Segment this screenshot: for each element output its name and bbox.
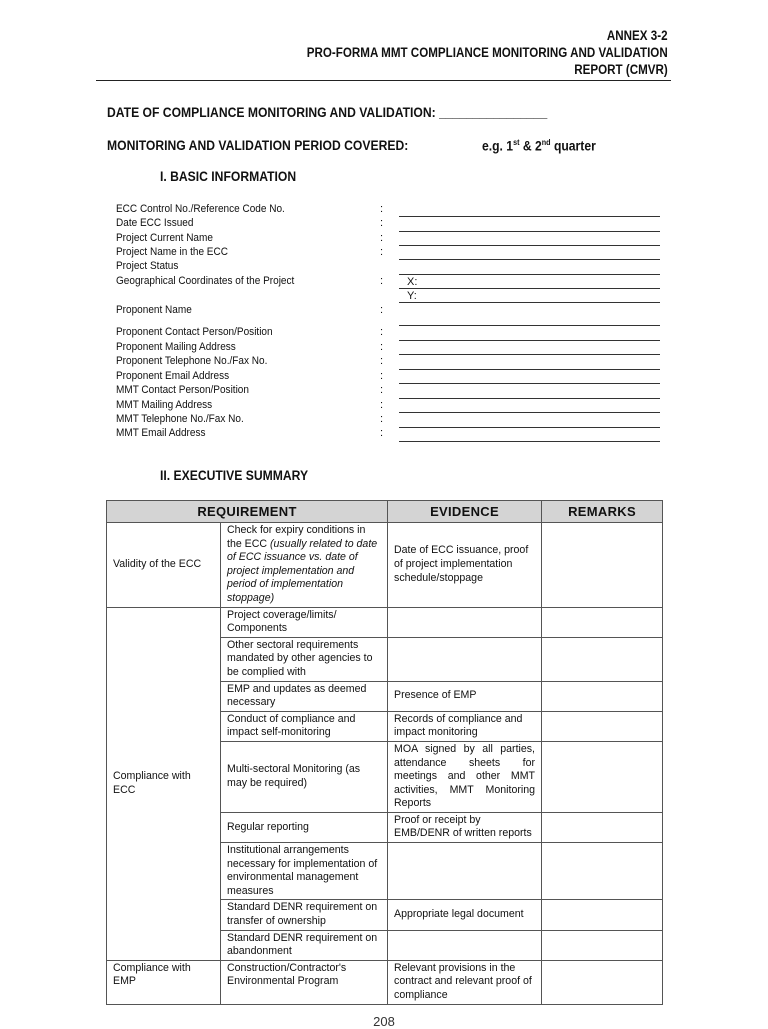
compliance-with-emp-cell: Compliance with EMP <box>107 960 221 1004</box>
requirement-cell: Other sectoral requirements mandated by other agencies to be complied with <box>221 637 388 681</box>
section-executive-summary-title: II. EXECUTIVE SUMMARY <box>160 468 309 483</box>
mmt-mailing-field-line[interactable] <box>399 412 660 413</box>
date-ecc-field-line[interactable] <box>399 231 660 232</box>
requirement-cell: Multi-sectoral Monitoring (as may be required) <box>221 741 388 812</box>
geographical-coordinates-label: Geographical Coordinates of the Project <box>116 275 295 287</box>
project-status-field-line[interactable] <box>399 274 660 275</box>
project-name-ecc-field-line[interactable] <box>399 259 660 260</box>
evidence-cell <box>388 930 542 960</box>
proponent-email-label: Proponent Email Address <box>116 370 230 382</box>
evidence-cell <box>388 843 542 900</box>
project-current-name-field-line[interactable] <box>399 245 660 246</box>
proponent-telephone-label: Proponent Telephone No./Fax No. <box>116 355 268 367</box>
requirement-cell: Check for expiry conditions in the ECC (usually related to date of ECC issuance vs. date of project implementation and period of implementation stoppage) <box>221 523 388 608</box>
proponent-contact-label: Proponent Contact Person/Position <box>116 326 273 338</box>
header-remarks: REMARKS <box>542 501 663 523</box>
remarks-cell[interactable] <box>542 741 663 812</box>
coordinate-x-field-line[interactable] <box>399 288 660 289</box>
table-header-row <box>107 501 663 523</box>
ecc-control-field-line[interactable] <box>399 216 660 217</box>
colon: : <box>380 304 384 316</box>
evidence-cell: Appropriate legal document <box>388 900 542 930</box>
mmt-telephone-label: MMT Telephone No./Fax No. <box>116 413 244 425</box>
colon: : <box>380 232 384 244</box>
evidence-cell: MOA signed by all parties, attendance sheets for meetings and other MMT activities, MMT Monitoring Reports <box>388 741 542 812</box>
coordinate-y-label: Y: <box>407 290 417 302</box>
mmt-telephone-field-line[interactable] <box>399 427 660 428</box>
requirement-cell: Conduct of compliance and impact self-monitoring <box>221 711 388 741</box>
evidence-cell: Proof or receipt by EMB/DENR of written reports <box>388 812 542 842</box>
requirement-cell: Institutional arrangements necessary for implementation of environmental management measures <box>221 843 388 900</box>
ecc-control-label: ECC Control No./Reference Code No. <box>116 203 285 215</box>
project-name-ecc-label: Project Name in the ECC <box>116 246 228 258</box>
colon: : <box>380 203 384 215</box>
coordinate-x-label: X: <box>407 276 418 288</box>
compliance-with-ecc-cell: Compliance with ECC <box>107 607 221 960</box>
remarks-cell[interactable] <box>542 812 663 842</box>
period-covered-label: MONITORING AND VALIDATION PERIOD COVERED: <box>107 138 409 153</box>
annex-label: ANNEX 3-2 <box>607 28 668 43</box>
report-title-line2: REPORT (CMVR) <box>574 62 668 77</box>
colon: : <box>380 370 384 382</box>
evidence-cell: Records of compliance and impact monitoring <box>388 711 542 741</box>
colon: : <box>380 246 384 258</box>
header-evidence: EVIDENCE <box>388 501 542 523</box>
requirement-cell: Standard DENR requirement on transfer of ownership <box>221 900 388 930</box>
project-current-name-label: Project Current Name <box>116 232 213 244</box>
requirement-cell: Regular reporting <box>221 812 388 842</box>
colon: : <box>380 355 384 367</box>
date-ecc-issued-label: Date ECC Issued <box>116 217 194 229</box>
colon: : <box>380 326 384 338</box>
colon: : <box>380 427 384 439</box>
mmt-mailing-label: MMT Mailing Address <box>116 399 213 411</box>
colon: : <box>380 341 384 353</box>
remarks-cell[interactable] <box>542 711 663 741</box>
executive-summary-table <box>106 500 663 1005</box>
period-example: e.g. 1st & 2nd quarter <box>482 138 596 154</box>
table-row <box>107 960 663 1004</box>
evidence-cell <box>388 637 542 681</box>
remarks-cell[interactable] <box>542 637 663 681</box>
remarks-cell[interactable] <box>542 681 663 711</box>
remarks-cell[interactable] <box>542 960 663 1004</box>
mmt-email-label: MMT Email Address <box>116 427 206 439</box>
requirement-cell: Construction/Contractor's Environmental Program <box>221 960 388 1004</box>
proponent-email-field-line[interactable] <box>399 383 660 384</box>
colon: : <box>380 399 384 411</box>
evidence-cell: Date of ECC issuance, proof of project implementation schedule/stoppage <box>388 523 542 608</box>
evidence-cell: Relevant provisions in the contract and relevant proof of compliance <box>388 960 542 1004</box>
proponent-telephone-field-line[interactable] <box>399 369 660 370</box>
table-row <box>107 607 663 637</box>
table-row <box>107 523 663 608</box>
colon: : <box>380 217 384 229</box>
mmt-contact-label: MMT Contact Person/Position <box>116 384 249 396</box>
colon: : <box>380 275 384 287</box>
remarks-cell[interactable] <box>542 607 663 637</box>
proponent-contact-field-line[interactable] <box>399 340 660 341</box>
proponent-mailing-label: Proponent Mailing Address <box>116 341 236 353</box>
requirement-cell: Standard DENR requirement on abandonment <box>221 930 388 960</box>
requirement-cell: Project coverage/limits/ Components <box>221 607 388 637</box>
header-requirement: REQUIREMENT <box>107 501 388 523</box>
evidence-cell: Presence of EMP <box>388 681 542 711</box>
proponent-name-label: Proponent Name <box>116 304 192 316</box>
remarks-cell[interactable] <box>542 900 663 930</box>
date-of-monitoring-label: DATE OF COMPLIANCE MONITORING AND VALIDATION: ________________ <box>107 105 548 120</box>
page-number: 208 <box>373 1014 395 1029</box>
evidence-cell <box>388 607 542 637</box>
section-basic-information-title: I. BASIC INFORMATION <box>160 169 297 184</box>
mmt-email-field-line[interactable] <box>399 441 660 442</box>
colon: : <box>380 413 384 425</box>
mmt-contact-field-line[interactable] <box>399 398 660 399</box>
remarks-cell[interactable] <box>542 523 663 608</box>
validity-of-ecc-cell: Validity of the ECC <box>107 523 221 608</box>
coordinate-y-field-line[interactable] <box>399 302 660 303</box>
remarks-cell[interactable] <box>542 843 663 900</box>
colon: : <box>380 384 384 396</box>
remarks-cell[interactable] <box>542 930 663 960</box>
header-rule <box>96 80 671 81</box>
report-title-line1: PRO-FORMA MMT COMPLIANCE MONITORING AND VALIDATION <box>307 45 668 60</box>
requirement-cell: EMP and updates as deemed necessary <box>221 681 388 711</box>
proponent-name-field-line[interactable] <box>399 325 660 326</box>
proponent-mailing-field-line[interactable] <box>399 354 660 355</box>
project-status-label: Project Status <box>116 260 179 272</box>
